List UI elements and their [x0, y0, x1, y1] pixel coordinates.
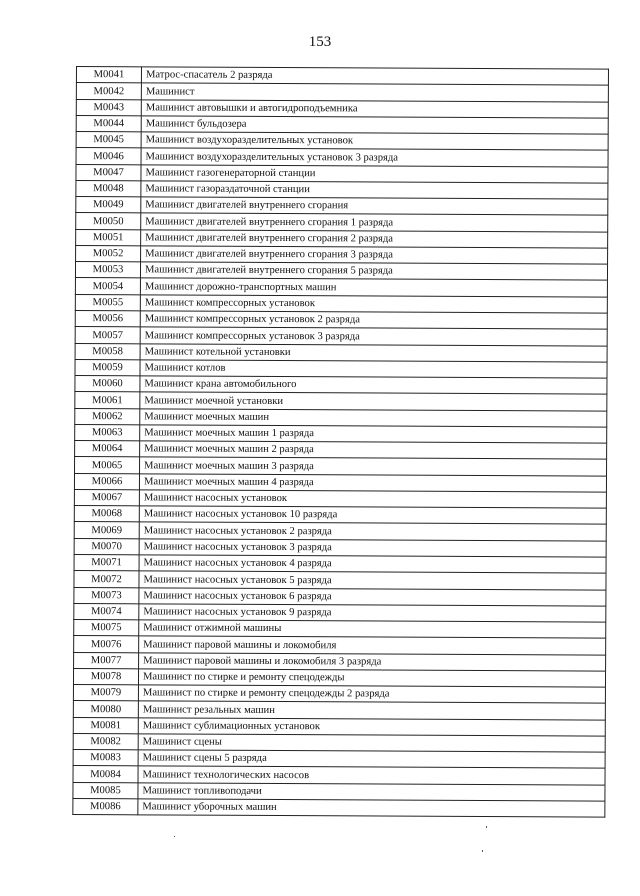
profession-name-cell: Машинист двигателей внутреннего сгорания 2 разряда	[141, 229, 608, 248]
table-row	[73, 750, 605, 769]
table-row	[75, 310, 607, 329]
code-cell: M0053	[75, 262, 140, 279]
code-cell: M0050	[76, 213, 141, 230]
table-row	[75, 376, 607, 395]
table-row	[74, 489, 606, 508]
scan-speck	[486, 826, 487, 828]
table-row	[73, 766, 605, 785]
table-row	[74, 571, 606, 590]
table-row	[76, 148, 608, 167]
profession-name-cell: Матрос-спасатель 2 разряда	[141, 67, 608, 86]
table-row	[76, 132, 608, 151]
code-cell: M0055	[75, 294, 140, 311]
profession-name-cell: Машинист двигателей внутреннего сгорания 1 разряда	[141, 213, 608, 232]
profession-name-cell: Машинист моечной установки	[140, 392, 607, 411]
table-row	[75, 359, 607, 378]
table-row	[75, 343, 607, 362]
code-cell: M0075	[74, 620, 139, 637]
profession-name-cell: Машинист насосных установок 2 разряда	[139, 522, 606, 541]
code-cell: M0079	[73, 685, 138, 702]
profession-name-cell: Машинист сцены	[138, 734, 605, 753]
code-cell: M0066	[74, 473, 139, 490]
code-cell: M0056	[75, 310, 140, 327]
profession-name-cell: Машинист моечных машин 4 разряда	[139, 473, 606, 492]
page-number: 153	[308, 34, 332, 50]
table-row	[75, 424, 607, 443]
profession-name-cell: Машинист крана автомобильного	[140, 376, 607, 395]
code-cell: M0044	[76, 115, 141, 132]
code-cell: M0054	[75, 278, 140, 295]
profession-name-cell: Машинист по стирке и ремонту спецодежды 2 разряда	[138, 685, 605, 704]
profession-name-cell: Машинист двигателей внутреннего сгорания 3 разряда	[141, 246, 608, 265]
code-cell: M0067	[74, 489, 139, 506]
code-cell: M0073	[74, 587, 139, 604]
profession-name-cell: Машинист котлов	[140, 360, 607, 379]
code-cell: M0072	[74, 571, 139, 588]
profession-name-cell: Машинист воздухоразделительных установок 3 разряда	[141, 148, 608, 167]
code-cell: M0082	[73, 733, 138, 750]
profession-name-cell: Машинист	[141, 83, 608, 102]
profession-name-cell: Машинист по стирке и ремонту спецодежды	[138, 669, 605, 688]
profession-name-cell: Машинист резальных машин	[138, 701, 605, 720]
profession-name-cell: Машинист насосных установок 10 разряда	[139, 506, 606, 525]
code-cell: M0085	[73, 782, 138, 799]
code-cell: M0061	[75, 392, 140, 409]
profession-name-cell: Машинист воздухоразделительных установок	[141, 132, 608, 151]
table-row	[75, 327, 607, 346]
code-cell: M0060	[75, 376, 140, 393]
code-cell: M0074	[74, 603, 139, 620]
profession-name-cell: Машинист насосных установок	[139, 490, 606, 509]
code-cell: M0069	[74, 522, 139, 539]
code-cell: M0048	[76, 180, 141, 197]
table-row	[74, 522, 606, 541]
table-row	[74, 603, 606, 622]
code-cell: M0049	[76, 197, 141, 214]
code-cell: M0059	[75, 359, 140, 376]
table-row	[74, 620, 606, 639]
table-row	[75, 441, 607, 460]
table-row	[76, 197, 608, 216]
profession-name-cell: Машинист насосных установок 6 разряда	[139, 587, 606, 606]
table-row	[73, 733, 605, 752]
code-cell: M0076	[74, 636, 139, 653]
code-cell: M0047	[76, 164, 141, 181]
profession-name-cell: Машинист насосных установок 9 разряда	[139, 604, 606, 623]
code-cell: M0041	[76, 67, 141, 84]
code-cell: M0065	[75, 457, 140, 474]
profession-name-cell: Машинист насосных установок 5 разряда	[139, 571, 606, 590]
table-row	[73, 685, 605, 704]
table-row	[76, 83, 608, 102]
table-row	[74, 554, 606, 573]
code-cell: M0046	[76, 148, 141, 165]
table-row	[73, 701, 605, 720]
table-row	[76, 180, 608, 199]
table-row	[73, 717, 605, 736]
table-row	[76, 213, 608, 232]
table-row	[74, 587, 606, 606]
table-row	[76, 164, 608, 183]
table-row	[74, 506, 606, 525]
code-cell: M0083	[73, 750, 138, 767]
table-row	[75, 294, 607, 313]
code-cell: M0045	[76, 132, 141, 149]
profession-name-cell: Машинист бульдозера	[141, 116, 608, 135]
code-cell: M0077	[74, 652, 139, 669]
code-cell: M0057	[75, 327, 140, 344]
table-body	[73, 67, 609, 818]
profession-name-cell: Машинист моечных машин	[140, 408, 607, 427]
profession-name-cell: Машинист паровой машины и локомобиля	[139, 636, 606, 655]
code-cell: M0064	[75, 441, 140, 458]
code-cell: M0084	[73, 766, 138, 783]
profession-name-cell: Машинист отжимной машины	[139, 620, 606, 639]
table-row	[76, 99, 608, 118]
profession-code-table	[72, 66, 609, 818]
table-row	[76, 115, 608, 134]
profession-name-cell: Машинист компрессорных установок 3 разряда	[140, 327, 607, 346]
code-cell: M0062	[75, 408, 140, 425]
profession-name-cell: Машинист паровой машины и локомобиля 3 разряда	[139, 652, 606, 671]
profession-name-cell: Машинист насосных установок 4 разряда	[139, 555, 606, 574]
profession-name-cell: Машинист двигателей внутреннего сгорания	[141, 197, 608, 216]
code-cell: M0063	[75, 424, 140, 441]
table-row	[73, 782, 605, 801]
code-cell: M0058	[75, 343, 140, 360]
table-row	[75, 457, 607, 476]
scan-speck	[482, 850, 483, 852]
code-cell: M0086	[73, 798, 138, 815]
profession-name-cell: Машинист компрессорных установок	[140, 295, 607, 314]
table-row	[74, 652, 606, 671]
code-cell: M0043	[76, 99, 141, 116]
profession-name-cell: Машинист технологических насосов	[138, 766, 605, 785]
profession-name-cell: Машинист моечных машин 2 разряда	[140, 441, 607, 460]
profession-name-cell: Машинист газораздаточной станции	[141, 181, 608, 200]
profession-name-cell: Машинист котельной установки	[140, 343, 607, 362]
table-row	[75, 262, 607, 281]
profession-name-cell: Машинист насосных установок 3 разряда	[139, 539, 606, 558]
code-cell: M0068	[74, 506, 139, 523]
table-row	[73, 798, 605, 817]
profession-name-cell: Машинист топливоподачи	[138, 782, 605, 801]
profession-name-cell: Машинист уборочных машин	[138, 799, 605, 818]
code-cell: M0081	[73, 717, 138, 734]
profession-name-cell: Машинист сублимационных установок	[138, 717, 605, 736]
table-row	[75, 278, 607, 297]
profession-name-cell: Машинист автовышки и автогидроподъемника	[141, 99, 608, 118]
code-cell: M0080	[73, 701, 138, 718]
code-cell: M0071	[74, 554, 139, 571]
code-cell: M0042	[76, 83, 141, 100]
table-row	[74, 473, 606, 492]
profession-name-cell: Машинист сцены 5 разряда	[138, 750, 605, 769]
scan-speck	[174, 836, 175, 837]
profession-name-cell: Машинист двигателей внутреннего сгорания 5 разряда	[140, 262, 607, 281]
table-row	[76, 245, 608, 264]
table-row	[75, 392, 607, 411]
code-cell: M0078	[73, 668, 138, 685]
table-row	[75, 408, 607, 427]
table-row	[73, 668, 605, 687]
table-row	[76, 67, 608, 86]
code-cell: M0051	[76, 229, 141, 246]
profession-name-cell: Машинист моечных машин 1 разряда	[140, 425, 607, 444]
profession-name-cell: Машинист моечных машин 3 разряда	[140, 457, 607, 476]
code-cell: M0070	[74, 538, 139, 555]
table-row	[74, 636, 606, 655]
table-row	[74, 538, 606, 557]
profession-name-cell: Машинист компрессорных установок 2 разряда	[140, 311, 607, 330]
table-row	[76, 229, 608, 248]
code-cell: M0052	[76, 245, 141, 262]
profession-name-cell: Машинист дорожно-транспортных машин	[140, 278, 607, 297]
profession-name-cell: Машинист газогенераторной станции	[141, 164, 608, 183]
